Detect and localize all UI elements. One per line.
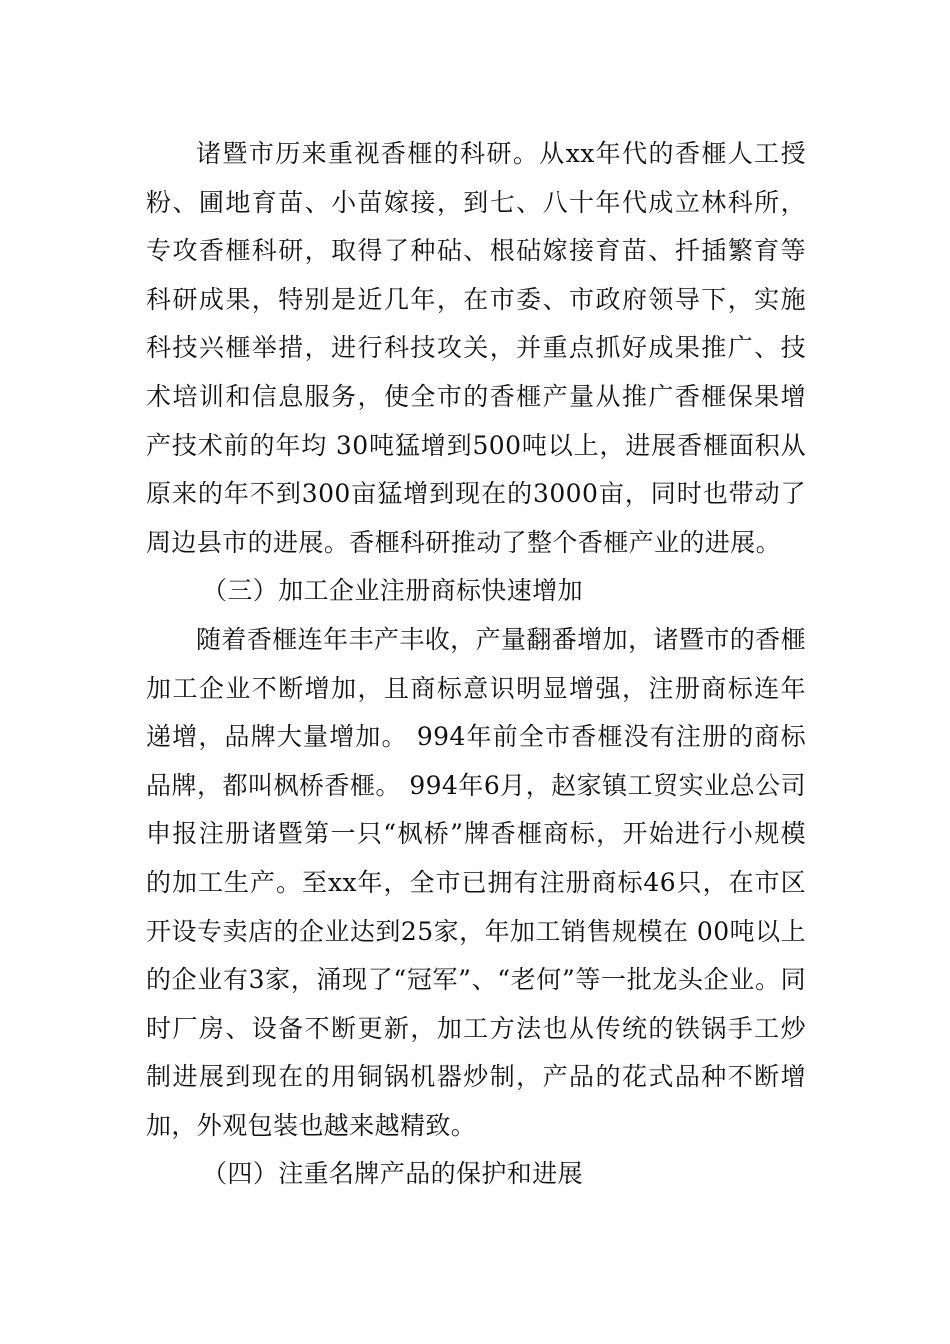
paragraph-trademarks: 随着香榧连年丰产丰收，产量翻番增加，诸暨市的香榧加工企业不断增加，且商标意识明显增强，注册商标连年递增，品牌大量增加。 994年前全市香榧没有注册的商标品牌，都叫枫桥香榧。 994年6月，赵家镇工贸实业总公司申报注册诸暨第一只“枫桥”牌香榧商标，开始进行小规模的加工生产。至xx年，全市已拥有注册商标46只，在市区开设专卖店的企业达到25家，年加工销售规模在 00吨以上的企业有3家，涌现了“冠军”、“老何”等一批龙头企业。同时厂房、设备不断更新，加工方法也从传统的铁锅手工炒制进展到现在的用铜锅机器炒制，产品的花式品种不断增加，外观包装也越来越精致。	[146, 624, 806, 1140]
paragraph-research: 诸暨市历来重视香榧的科研。从xx年代的香榧人工授粉、圃地育苗、小苗嫁接，到七、八十年代成立林科所，专攻香榧科研，取得了种砧、根砧嫁接育苗、扦插繁育等科研成果，特别是近几年，在市委、市政府领导下，实施科技兴榧举措，进行科技攻关，并重点抓好成果推广、技术培训和信息服务，使全市的香榧产量从推广香榧保果增产技术前的年均 30吨猛增到500吨以上，进展香榧面积从原来的年不到300亩猛增到现在的3000亩，同时也带动了周边县市的进展。香榧科研推动了整个香榧产业的进展。	[146, 139, 806, 557]
section-heading-3: （三）加工企业注册商标快速增加	[202, 576, 584, 606]
document-body	[146, 130, 806, 1199]
section-heading-4: （四）注重名牌产品的保护和进展	[202, 1159, 584, 1189]
